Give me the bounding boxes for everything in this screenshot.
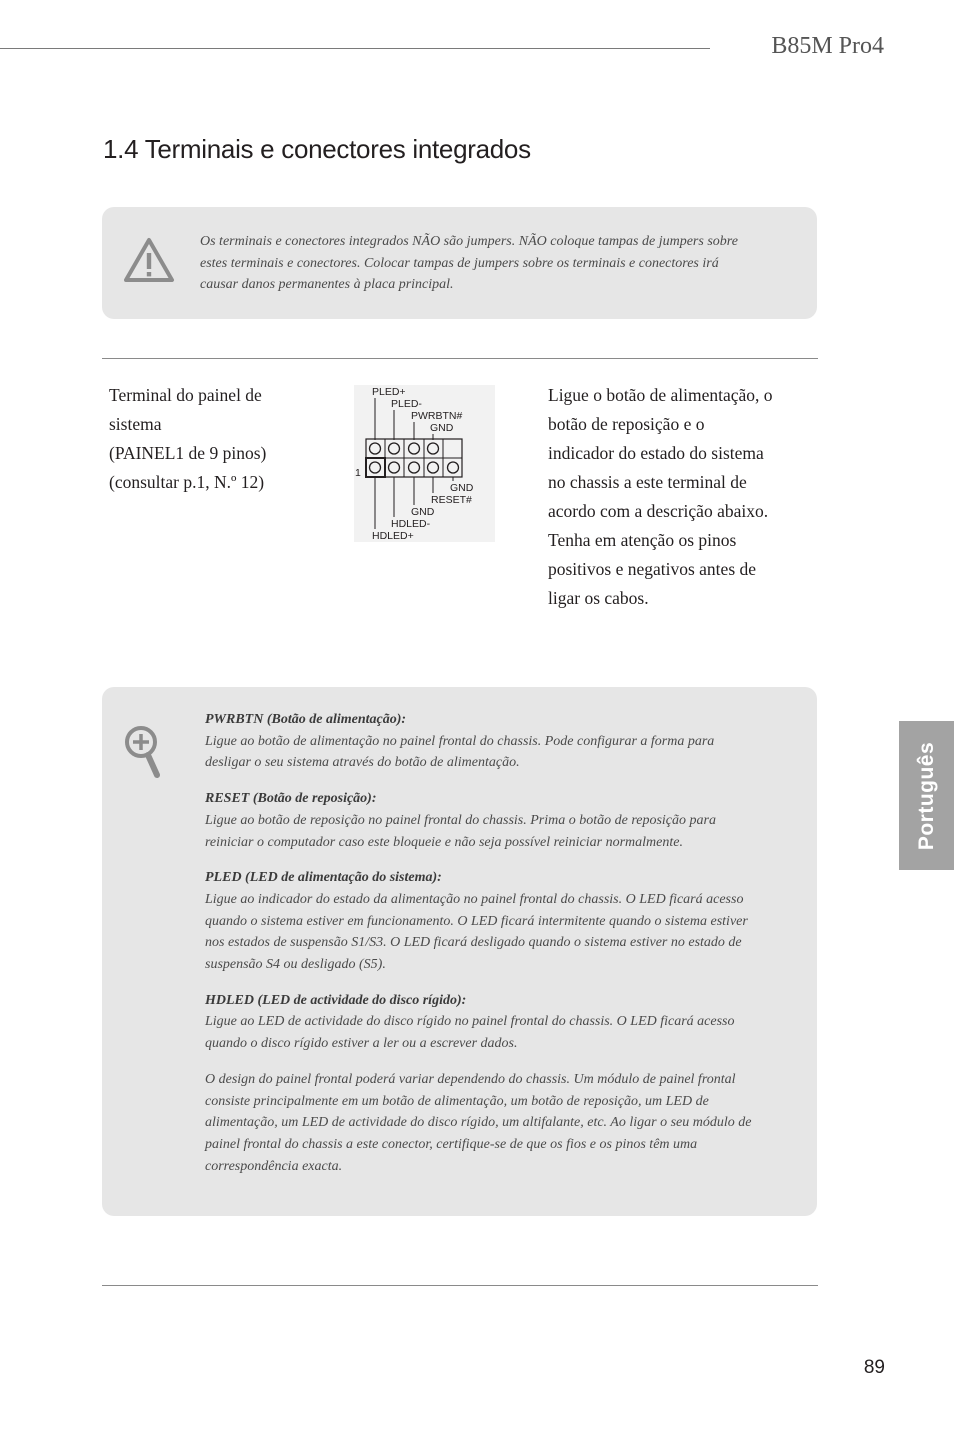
pin-label-hdled-plus: HDLED+ [372, 530, 414, 542]
page-number: 89 [863, 1357, 885, 1378]
pin-label-gnd-top: GND [430, 422, 454, 434]
note-closing: O design do painel frontal poderá variar dependendo do chassis. Um módulo de painel frontal consiste principalmente em um botão de alimentação, um botão de reposição, um LED de alimentação, um LED de actividade do disco rígido, um altifalante, etc. Ao ligar o seu módulo de painel frontal do chassis a este conector, certifique-se de que os fios e os pinos têm uma correspondência exacta. [205, 1071, 752, 1174]
note-item-hdled [205, 990, 760, 1055]
language-tab-label: Português [914, 741, 938, 850]
pin-one-marker: 1 [355, 467, 361, 479]
magnifier-plus-icon [124, 724, 164, 782]
warning-triangle-icon [122, 236, 176, 284]
note-text: Ligue ao botão de reposição no painel frontal do chassis. Prima o botão de reposição para reiniciar o computador caso este bloqueie e não seja possível reiniciar normalmente. [205, 812, 716, 850]
note-text: Ligue ao LED de actividade do disco rígido no painel frontal do chassis. O LED ficará acesso quando o disco rígido estiver a ler ou a escrever dados. [205, 1014, 735, 1052]
section-divider [102, 358, 818, 359]
connector-name-line: (consultar p.1, N.º 12) [109, 472, 265, 492]
caution-text: Os terminais e conectores integrados NÃO são jumpers. NÃO coloque tampas de jumpers sobre estes terminais e conectores. Colocar tampas de jumpers sobre os terminais e conectores irá causar danos permanentes à placa principal. [200, 234, 738, 292]
connector-description: Ligue o botão de alimentação, o botão de reposição e o indicador do estado do sistema no chassis a este terminal de acordo com a descrição abaixo. Tenha em atenção os pinos positivos e negativos antes de ligar os cabos. [548, 385, 773, 608]
pin-label-gnd-bottom: GND [411, 506, 435, 518]
pin-label-reset: RESET# [431, 494, 472, 506]
footer-divider [102, 1285, 818, 1286]
section-title: 1.4 Terminais e conectores integrados [103, 134, 531, 164]
note-text: Ligue ao botão de alimentação no painel frontal do chassis. Pode configurar a forma para desligar o seu sistema através do botão de alimentação. [205, 733, 715, 771]
pin-label-pled-minus: PLED- [391, 398, 422, 410]
connector-name [109, 381, 319, 497]
note-term: HDLED (LED de actividade do disco rígido): [205, 992, 467, 1008]
note-term: PLED (LED de alimentação do sistema): [205, 870, 442, 886]
note-term: PWRBTN (Botão de alimentação): [205, 712, 407, 727]
connector-name-line: Terminal do painel de [109, 385, 262, 405]
pin-label-hdled-minus: HDLED- [391, 518, 431, 530]
system-panel-header-diagram [354, 385, 495, 542]
pin-label-pled-plus: PLED+ [372, 386, 406, 398]
header-rule [0, 48, 710, 49]
pin-label-gnd-right: GND [450, 482, 474, 494]
connector-name-line: sistema [109, 414, 162, 434]
note-term: RESET (Botão de reposição): [205, 791, 377, 807]
note-item-pled [205, 867, 760, 976]
connector-name-line: (PAINEL1 de 9 pinos) [109, 443, 267, 463]
note-content [205, 709, 760, 1191]
note-text: Ligue ao indicador do estado da alimentação no painel frontal do chassis. O LED ficará acesso quando o sistema estiver em funcionamento. O LED ficará intermitente quando o sistema estiver nos estados de suspensão S1/S3. O LED ficará desligado quando o sistema estiver no estado de suspensão S4 ou desligado (S5). [205, 891, 748, 973]
language-tab [899, 721, 954, 870]
pin-label-pwrbtn: PWRBTN# [411, 410, 463, 422]
model-name: B85M Pro4 [771, 33, 884, 59]
note-item-pwrbtn [205, 709, 760, 774]
note-item-reset [205, 788, 760, 853]
